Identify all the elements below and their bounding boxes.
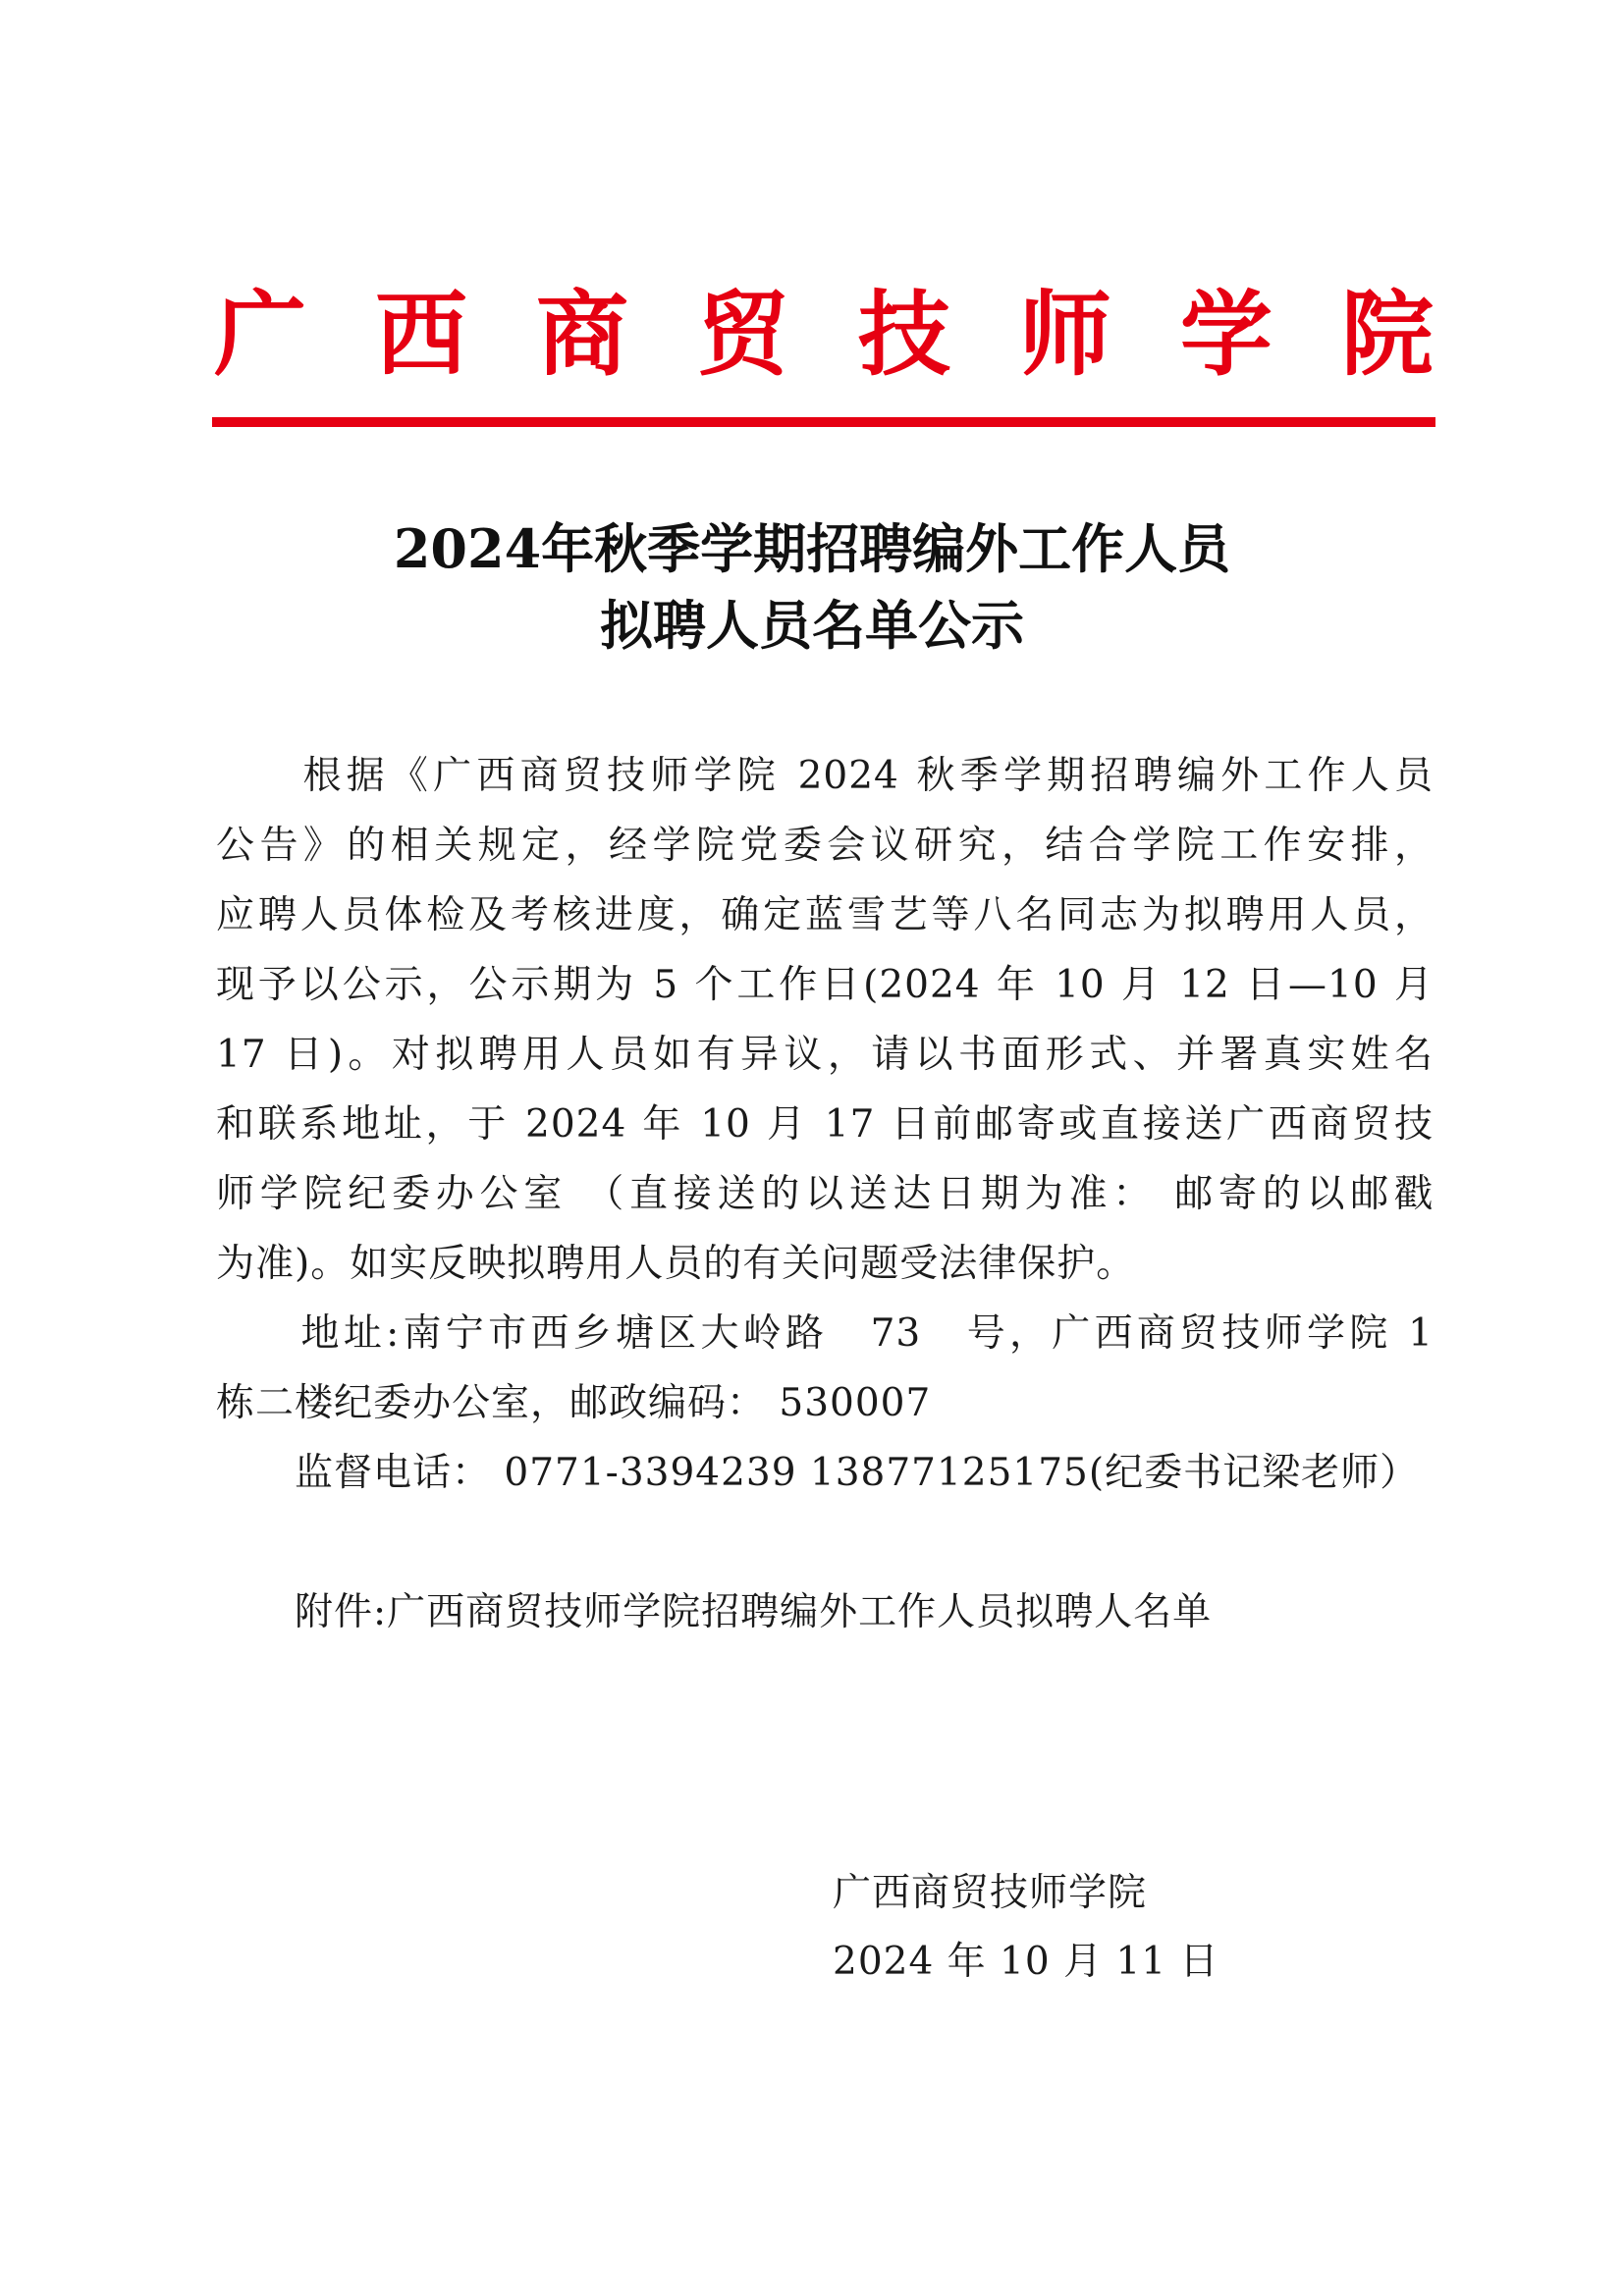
masthead-title bbox=[214, 282, 1434, 389]
paragraph-line: 根据《广西商贸技师学院 2024 秋季学期招聘编外工作人员 bbox=[216, 754, 1434, 798]
address-line: 地址:南宁市西乡塘区大岭路 73 号，广西商贸技师学院 1 bbox=[216, 1311, 1434, 1356]
masthead-char: 广 bbox=[214, 282, 307, 389]
signature-organization: 广西商贸技师学院 bbox=[833, 1871, 1148, 1915]
signature-date: 2024 年 10 月 11 日 bbox=[833, 1940, 1219, 1984]
main-paragraph bbox=[216, 741, 1434, 1299]
masthead-char: 商 bbox=[535, 282, 628, 389]
phone-paragraph bbox=[216, 1438, 1434, 1508]
paragraph-line: 为准)。如实反映拟聘用人员的有关问题受法律保护。 bbox=[216, 1242, 1136, 1286]
document-title-line-1: 2024年秋季学期招聘编外工作人员 bbox=[393, 517, 1231, 580]
address-paragraph bbox=[216, 1299, 1434, 1438]
address-line: 栋二楼纪委办公室，邮政编码： 530007 bbox=[216, 1381, 932, 1425]
document-title-line-2: 拟聘人员名单公示 bbox=[600, 594, 1024, 657]
masthead-char: 师 bbox=[1018, 282, 1111, 389]
paragraph-line: 和联系地址，于 2024 年 10 月 17 日前邮寄或直接送广西商贸技 bbox=[216, 1102, 1434, 1147]
attachment-paragraph bbox=[216, 1577, 1434, 1647]
paragraph-line: 17 日)。对拟聘用人员如有异议，请以书面形式、并署真实姓名 bbox=[216, 1033, 1434, 1077]
masthead-char: 院 bbox=[1340, 282, 1434, 389]
masthead-char: 技 bbox=[857, 282, 950, 389]
masthead-char: 贸 bbox=[696, 282, 789, 389]
paragraph-line: 师学院纪委办公室 （直接送的以送达日期为准： 邮寄的以邮戳 bbox=[216, 1172, 1434, 1216]
masthead-divider bbox=[212, 417, 1435, 427]
supervision-phone-line: 监督电话： 0771-3394239 13877125175(纪委书记梁老师） bbox=[216, 1451, 1420, 1495]
paragraph-line: 应聘人员体检及考核进度，确定蓝雪艺等八名同志为拟聘用人员， bbox=[216, 893, 1434, 937]
attachment-line: 附件:广西商贸技师学院招聘编外工作人员拟聘人名单 bbox=[216, 1590, 1213, 1634]
paragraph-line: 现予以公示，公示期为 5 个工作日(2024 年 10 月 12 日—10 月 bbox=[216, 963, 1434, 1007]
masthead-char: 学 bbox=[1179, 282, 1272, 389]
masthead-char: 西 bbox=[374, 282, 467, 389]
paragraph-line: 公告》的相关规定，经学院党委会议研究，结合学院工作安排， bbox=[216, 824, 1434, 868]
